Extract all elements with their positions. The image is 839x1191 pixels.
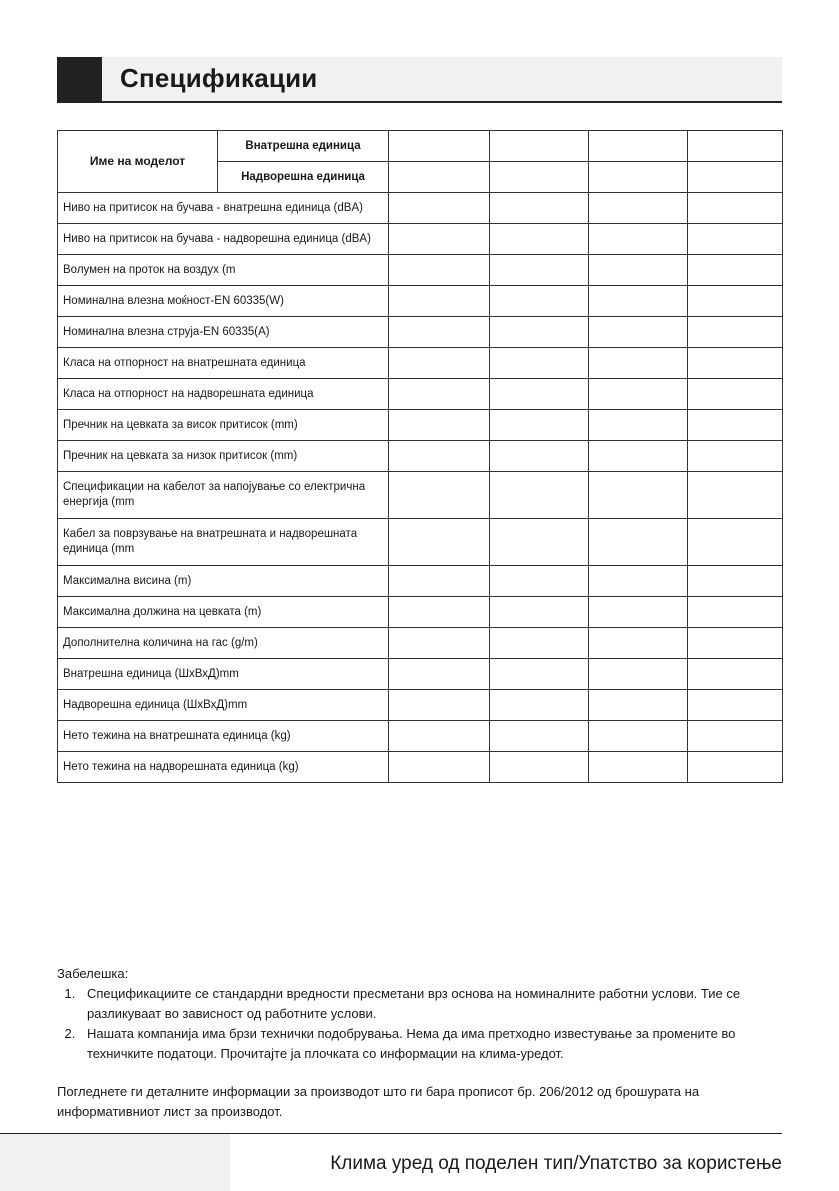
table-cell: [589, 472, 688, 519]
table-cell: [389, 752, 490, 783]
table-cell: [490, 566, 589, 597]
table-cell: [389, 519, 490, 566]
table-cell: [688, 193, 783, 224]
table-row: [58, 690, 783, 721]
table-cell: [389, 255, 490, 286]
note-item: 2. Нашата компанија има брзи технички подобрувања. Нема да има претходно известување за промените во техничките податоци. Прочитајте ја плочката со информации на клима-уредот.: [79, 1024, 782, 1064]
table-cell: [389, 628, 490, 659]
table-cell: [490, 721, 589, 752]
table-cell: [389, 193, 490, 224]
spec-label: Ниво на притисок на бучава - надворешна единица (dBA): [58, 224, 389, 255]
table-row: [58, 286, 783, 317]
table-cell: [589, 286, 688, 317]
spec-label: Волумен на проток на воздух (m: [58, 255, 389, 286]
table-cell: [688, 379, 783, 410]
table-cell: [389, 410, 490, 441]
table-cell: [490, 348, 589, 379]
spec-label: Кабел за поврзување на внатрешната и надворешната единица (mm: [58, 519, 389, 566]
table-row: [58, 597, 783, 628]
spec-label: Максимална должина на цевката (m): [58, 597, 389, 628]
table-cell: [389, 286, 490, 317]
table-row: [58, 441, 783, 472]
section-header: [57, 57, 782, 103]
table-cell: [589, 566, 688, 597]
table-cell: [490, 690, 589, 721]
footer-title: Клима уред од поделен тип/Упатство за користење: [330, 1153, 782, 1174]
table-cell: [589, 348, 688, 379]
table-cell: [589, 162, 688, 193]
table-cell: [389, 441, 490, 472]
table-row: [58, 379, 783, 410]
table-cell: [389, 131, 490, 162]
table-cell: [490, 224, 589, 255]
spec-label: Нето тежина на внатрешната единица (kg): [58, 721, 389, 752]
notes-list: [57, 984, 782, 1064]
header-accent-block: [57, 57, 102, 101]
indoor-unit-header: Внатрешна единица: [218, 131, 389, 162]
table-cell: [490, 519, 589, 566]
table-cell: [589, 628, 688, 659]
table-row: [58, 193, 783, 224]
specifications-table: [57, 130, 783, 783]
footer-shade: [0, 1134, 230, 1191]
table-row: [58, 348, 783, 379]
page-title: Спецификации: [120, 63, 318, 93]
table-cell: [688, 597, 783, 628]
table-cell: [688, 566, 783, 597]
table-cell: [589, 379, 688, 410]
table-cell: [490, 441, 589, 472]
spec-label: Нето тежина на надворешната единица (kg): [58, 752, 389, 783]
table-row: [58, 659, 783, 690]
outdoor-unit-header: Надворешна единица: [218, 162, 389, 193]
table-row: [58, 752, 783, 783]
table-cell: [389, 659, 490, 690]
table-cell: [589, 752, 688, 783]
table-cell: [589, 659, 688, 690]
table-cell: [589, 410, 688, 441]
table-cell: [490, 659, 589, 690]
table-cell: [688, 224, 783, 255]
table-cell: [490, 193, 589, 224]
table-cell: [389, 721, 490, 752]
table-cell: [589, 721, 688, 752]
table-cell: [688, 721, 783, 752]
table-row: [58, 721, 783, 752]
table-cell: [589, 317, 688, 348]
spec-label: Класа на отпорност на внатрешната единица: [58, 348, 389, 379]
table-cell: [589, 690, 688, 721]
table-cell: [389, 690, 490, 721]
note-item: 1. Спецификациите се стандардни вредности пресметани врз основа на номиналните работни услови. Тие се разликуваат во зависност од работните услови.: [79, 984, 782, 1024]
table-row: [58, 317, 783, 348]
notes-title: Забелешка:: [57, 966, 129, 981]
table-cell: [688, 162, 783, 193]
table-cell: [490, 131, 589, 162]
table-cell: [490, 286, 589, 317]
table-cell: [688, 317, 783, 348]
table-body: [58, 193, 783, 783]
spec-label: Номинална влезна моќност-EN 60335(W): [58, 286, 389, 317]
spec-label: Внатрешна единица (ШхВхД)mm: [58, 659, 389, 690]
table-cell: [389, 597, 490, 628]
table-cell: [589, 597, 688, 628]
table-cell: [688, 286, 783, 317]
table-cell: [688, 441, 783, 472]
table-cell: [389, 317, 490, 348]
product-info-note: Погледнете ги деталните информации за производот што ги бара прописот бр. 206/2012 од брошурата на информативниот лист за производот.: [57, 1084, 700, 1119]
notes-section: [57, 964, 782, 1122]
table-row: [58, 410, 783, 441]
table-cell: [688, 472, 783, 519]
table-cell: [589, 441, 688, 472]
table-row: [58, 224, 783, 255]
table-header-row: [58, 131, 783, 162]
table-cell: [589, 131, 688, 162]
table-cell: [490, 597, 589, 628]
spec-label: Максимална висина (m): [58, 566, 389, 597]
table-cell: [389, 379, 490, 410]
table-cell: [688, 519, 783, 566]
table-row: [58, 472, 783, 519]
table-row: [58, 255, 783, 286]
table-cell: [688, 255, 783, 286]
table-cell: [589, 255, 688, 286]
table-cell: [490, 628, 589, 659]
table-cell: [688, 628, 783, 659]
table-cell: [589, 519, 688, 566]
spec-label: Спецификации на кабелот за напојување со електрична енергија (mm: [58, 472, 389, 519]
table-cell: [688, 659, 783, 690]
table-cell: [490, 379, 589, 410]
table-cell: [490, 162, 589, 193]
spec-label: Надворешна единица (ШхВхД)mm: [58, 690, 389, 721]
table-cell: [490, 317, 589, 348]
table-cell: [688, 410, 783, 441]
spec-label: Номинална влезна струја-EN 60335(A): [58, 317, 389, 348]
spec-label: Пречник на цевката за низок притисок (mm): [58, 441, 389, 472]
spec-label: Класа на отпорност на надворешната единица: [58, 379, 389, 410]
spec-label: Дополнителна количина на гас (g/m): [58, 628, 389, 659]
table-cell: [389, 566, 490, 597]
model-name-header: Име на моделот: [58, 131, 218, 193]
table-cell: [389, 348, 490, 379]
table-cell: [490, 472, 589, 519]
table-cell: [389, 162, 490, 193]
table-cell: [688, 752, 783, 783]
table-cell: [688, 348, 783, 379]
table-cell: [589, 193, 688, 224]
table-cell: [490, 752, 589, 783]
spec-label: Пречник на цевката за висок притисок (mm): [58, 410, 389, 441]
table-cell: [389, 224, 490, 255]
table-row: [58, 566, 783, 597]
table-cell: [688, 690, 783, 721]
spec-label: Ниво на притисок на бучава - внатрешна единица (dBA): [58, 193, 389, 224]
table-row: [58, 628, 783, 659]
table-cell: [490, 255, 589, 286]
table-row: [58, 519, 783, 566]
table-cell: [490, 410, 589, 441]
table-cell: [688, 131, 783, 162]
table-cell: [589, 224, 688, 255]
table-cell: [389, 472, 490, 519]
